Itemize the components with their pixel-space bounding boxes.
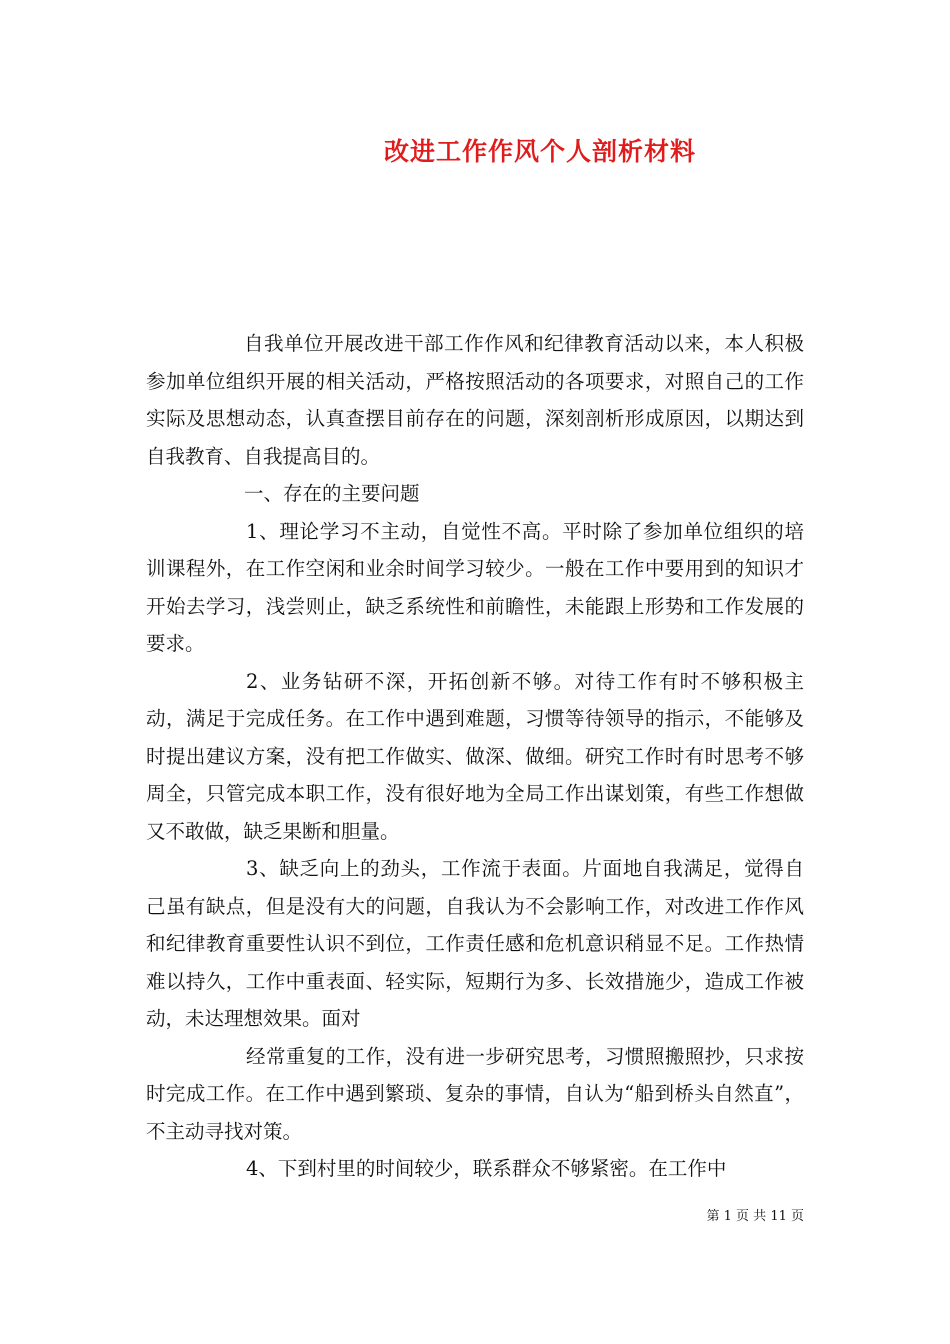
document-title: 改进工作作风个人剖析材料	[383, 137, 696, 166]
page-number-footer: 第 1 页 共 11 页	[706, 1209, 804, 1224]
paragraph-problem-1: 1、理论学习不主动，自觉性不高。平时除了参加单位组织的培训课程外，在工作空闲和业余时间学习较少。一般在工作中要用到的知识才开始去学习，浅尝则止，缺乏系统性和前瞻性，未能跟上形势和工作发展的要求。	[146, 519, 804, 655]
paragraph-problem-3-continued: 经常重复的工作，没有进一步研究思考，习惯照搬照抄，只求按时完成工作。在工作中遇到繁琐、复杂的事情，自认为“船到桥头自然直”，不主动寻找对策。	[146, 1044, 804, 1143]
paragraph-problem-2: 2、业务钻研不深，开拓创新不够。对待工作有时不够积极主动，满足于完成任务。在工作中遇到难题，习惯等待领导的指示，不能够及时提出建议方案，没有把工作做实、做深、做细。研究工作时有时思考不够周全，只管完成本职工作，没有很好地为全局工作出谋划策，有些工作想做又不敢做，缺乏果断和胆量。	[146, 669, 804, 843]
paragraph-intro: 自我单位开展改进干部工作作风和纪律教育活动以来，本人积极参加单位组织开展的相关活动，严格按照活动的各项要求，对照自己的工作实际及思想动态，认真查摆目前存在的问题，深刻剖析形成原因，以期达到自我教育、自我提高目的。	[146, 332, 804, 468]
section-heading-problems: 一、存在的主要问题	[244, 482, 420, 505]
document-body	[146, 325, 804, 1188]
paragraph-problem-4: 4、下到村里的时间较少，联系群众不够紧密。在工作中	[246, 1157, 727, 1180]
paragraph-problem-3: 3、缺乏向上的劲头，工作流于表面。片面地自我满足，觉得自己虽有缺点，但是没有大的问题，自我认为不会影响工作，对改进工作作风和纪律教育重要性认识不到位，工作责任感和危机意识稍显不足。工作热情难以持久，工作中重表面、轻实际，短期行为多、长效措施少，造成工作被动，未达理想效果。面对	[146, 857, 804, 1030]
